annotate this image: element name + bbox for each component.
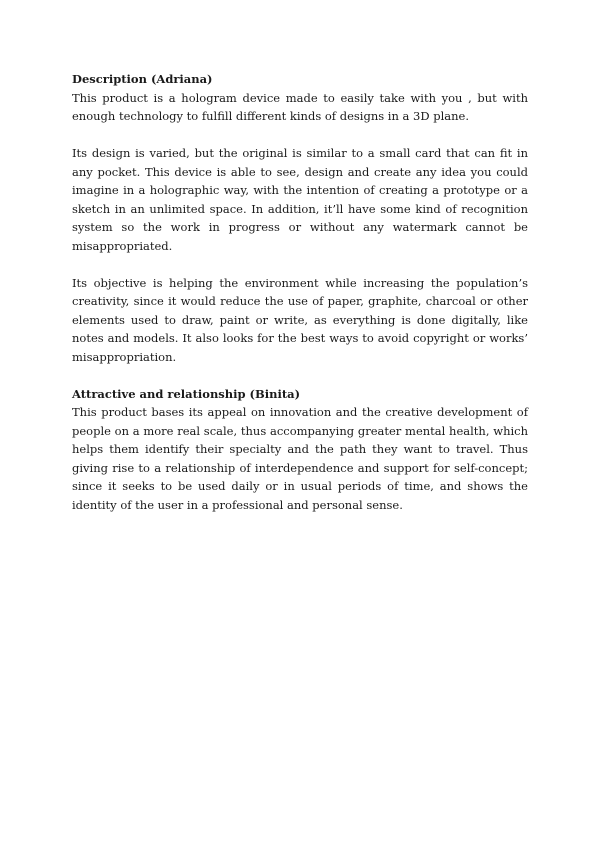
section-heading-description: Description (Adriana) — [72, 72, 213, 86]
attractive-paragraph-1: This product bases its appeal on innovation and the creative development of people on a more real scale, thus accompanying greater mental health, which helps them identify their specialty and the path they want to travel. Thus giving rise to a relationship of interdependence and support for self-concept; since it seeks to be used daily or in usual periods of time, and shows the identity of the user in a professional and personal sense. — [72, 405, 528, 512]
paragraph-spacer — [72, 255, 528, 274]
description-paragraph-1: This product is a hologram device made to easily take with you , but with enough technology to fulfill different kinds of designs in a 3D plane. — [72, 90, 528, 123]
description-paragraph-3: Its objective is helping the environment while increasing the population’s creativity, since it would reduce the use of paper, graphite, charcoal or other elements used to draw, paint or write, as everything is done digitally, like notes and models. It also looks for the best ways to avoid copyright or works’ misappropriation. — [72, 275, 528, 364]
paragraph-spacer — [72, 126, 528, 145]
description-paragraph-2: Its design is varied, but the original is similar to a small card that can fit in any pocket. This device is able to see, design and create any idea you could imagine in a holographic way, with the intention of creating a prototype or a sketch in an unlimited space. In addition, it’ll have some kind of recognition system so the work in progress or without any watermark cannot be misappropriated. — [72, 146, 528, 253]
section-heading-attractive: Attractive and relationship (Binita) — [72, 386, 301, 401]
paragraph-spacer — [72, 366, 528, 385]
document-page — [72, 70, 528, 514]
